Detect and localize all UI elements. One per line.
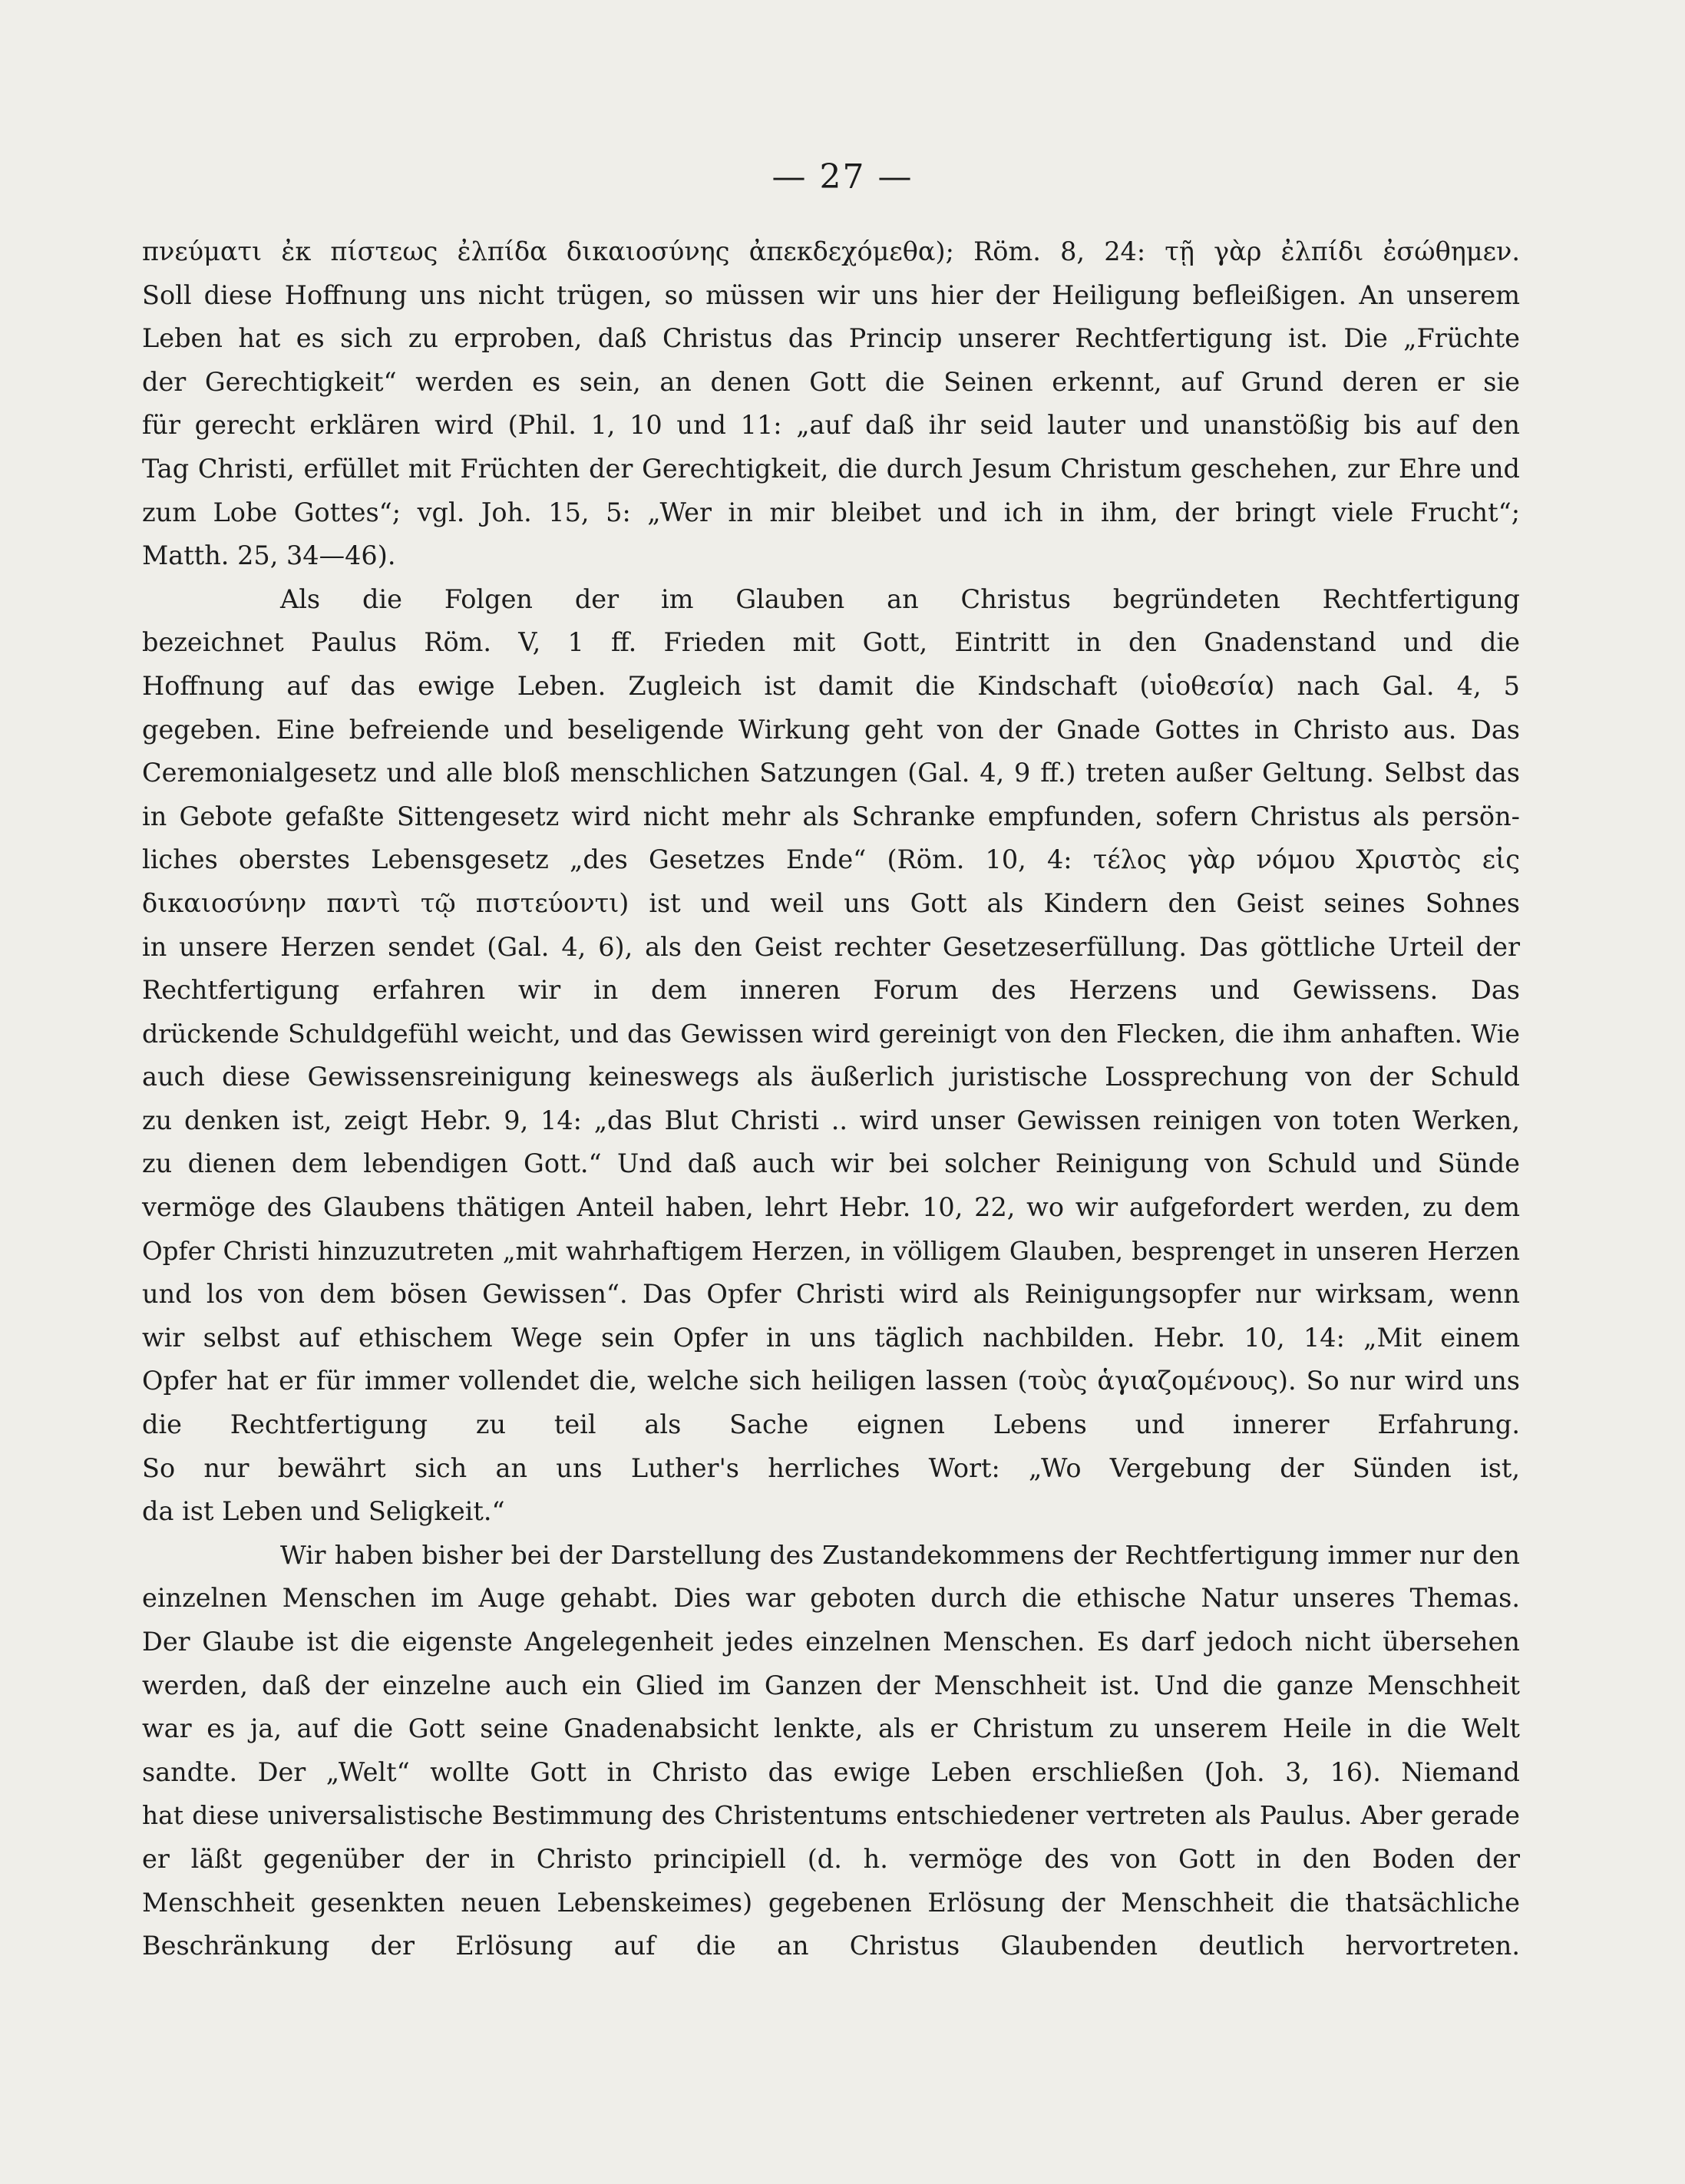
text-line: einzelnen Menschen im Auge gehabt. Dies war geboten durch die ethische Natur unseres Themas.: [142, 1583, 1520, 1614]
text-line: Opfer hat er für immer vollendet die, welche sich heiligen lassen (τοὺς ἁγιαζομένους). So nur wird uns: [142, 1366, 1520, 1396]
text-line: Wir haben bisher bei der Darstellung des Zustandekommens der Rechtfertigung immer nur den: [280, 1539, 1520, 1570]
text-line: hat diese universalistische Bestimmung des Christentums entschiedener vertreten als Paulus. Aber gerade: [142, 1800, 1520, 1831]
text-line: Rechtfertigung erfahren wir in dem inneren Forum des Herzens und Gewissens. Das: [142, 975, 1520, 1006]
text-line: Beschränkung der Erlösung auf die an Christus Glaubenden deutlich hervortreten.: [142, 1931, 1520, 1961]
text-line: Opfer Christi hinzuzutreten „mit wahrhaftigem Herzen, in völligem Glauben, besprenget in unseren Herzen: [142, 1236, 1520, 1266]
text-line: Leben hat es sich zu erproben, daß Christus das Princip unserer Rechtfertigung ist. Die „Früchte: [142, 323, 1520, 354]
text-line: war es ja, auf die Gott seine Gnadenabsicht lenkte, als er Christum zu unserem Heile in die Welt: [142, 1713, 1520, 1744]
text-line: er läßt gegenüber der in Christo principiell (d. h. vermöge des von Gott in den Boden der: [142, 1843, 1520, 1874]
text-line: bezeichnet Paulus Röm. V, 1 ff. Frieden mit Gott, Eintritt in den Gnadenstand und die: [142, 627, 1520, 658]
text-line: in unsere Herzen sendet (Gal. 4, 6), als den Geist rechter Gesetzeserfüllung. Das göttliche Urteil der: [142, 931, 1520, 962]
text-line: da ist Leben und Seligkeit.“: [142, 1496, 505, 1527]
page-number: — 27 —: [771, 157, 914, 197]
text-line: Als die Folgen der im Glauben an Christus begründeten Rechtfertigung: [280, 583, 1520, 614]
text-line: πνεύματι ἐκ πίστεως ἐλπίδα δικαιοσύνης ἀπεκδεχόμεθα); Röm. 8, 24: τῇ γὰρ ἐλπίδι ἐσώθημεν.: [142, 236, 1520, 266]
text-line: zum Lobe Gottes“; vgl. Joh. 15, 5: „Wer in mir bleibet und ich in ihm, der bringt viele Frucht“;: [142, 497, 1520, 527]
text-line: werden, daß der einzelne auch ein Glied im Ganzen der Menschheit ist. Und die ganze Menschheit: [142, 1670, 1520, 1700]
text-line: und los von dem bösen Gewissen“. Das Opfer Christi wird als Reinigungsopfer nur wirksam, wenn: [142, 1279, 1520, 1310]
text-line: zu dienen dem lebendigen Gott.“ Und daß auch wir bei solcher Reinigung von Schuld und Sünde: [142, 1148, 1520, 1179]
text-line: Soll diese Hoffnung uns nicht trügen, so müssen wir uns hier der Heiligung befleißigen. An unserem: [142, 279, 1520, 310]
text-line: sandte. Der „Welt“ wollte Gott in Christo das ewige Leben erschließen (Joh. 3, 16). Niemand: [142, 1756, 1520, 1787]
text-line: gegeben. Eine befreiende und beseligende Wirkung geht von der Gnade Gottes in Christo aus. Das: [142, 714, 1520, 745]
text-line: in Gebote gefaßte Sittengesetz wird nicht mehr als Schranke empfunden, sofern Christus als persön-: [142, 801, 1520, 831]
text-line: drückende Schuldgefühl weicht, und das Gewissen wird gereinigt von den Flecken, die ihm anhaften. Wie: [142, 1018, 1520, 1049]
text-line: δικαιοσύνην παντὶ τῷ πιστεύοντι) ist und weil uns Gott als Kindern den Geist seines Sohnes: [142, 887, 1520, 918]
text-line: Hoffnung auf das ewige Leben. Zugleich ist damit die Kindschaft (υἱοθεσία) nach Gal. 4, 5: [142, 670, 1520, 701]
text-line: für gerecht erklären wird (Phil. 1, 10 und 11: „auf daß ihr seid lauter und unanstößig bis auf den: [142, 410, 1520, 441]
text-line: Matth. 25, 34—46).: [142, 540, 396, 571]
text-line: der Gerechtigkeit“ werden es sein, an denen Gott die Seinen erkennt, auf Grund deren er sie: [142, 366, 1520, 397]
text-line: So nur bewährt sich an uns Luther's herrliches Wort: „Wo Vergebung der Sünden ist,: [142, 1452, 1520, 1483]
body-text: [142, 230, 1520, 1968]
text-line: liches oberstes Lebensgesetz „des Gesetzes Ende“ (Röm. 10, 4: τέλος γὰρ νόμου Χριστὸς εἰς: [142, 844, 1520, 875]
text-line: wir selbst auf ethischem Wege sein Opfer in uns täglich nachbilden. Hebr. 10, 14: „Mit einem: [142, 1322, 1520, 1353]
text-line: auch diese Gewissensreinigung keineswegs als äußerlich juristische Lossprechung von der Schuld: [142, 1062, 1520, 1092]
text-line: die Rechtfertigung zu teil als Sache eignen Lebens und innerer Erfahrung.: [142, 1409, 1520, 1440]
text-line: Tag Christi, erfüllet mit Früchten der Gerechtigkeit, die durch Jesum Christum geschehen, zur Ehre und: [142, 453, 1520, 484]
text-line: vermöge des Glaubens thätigen Anteil haben, lehrt Hebr. 10, 22, wo wir aufgefordert werden, zu dem: [142, 1192, 1520, 1223]
text-line: Ceremonialgesetz und alle bloß menschlichen Satzungen (Gal. 4, 9 ff.) treten außer Geltung. Selbst das: [142, 758, 1520, 788]
text-line: zu denken ist, zeigt Hebr. 9, 14: „das Blut Christi .. wird unser Gewissen reinigen von toten Werken,: [142, 1105, 1520, 1135]
text-line: Menschheit gesenkten neuen Lebenskeimes) gegebenen Erlösung der Menschheit die thatsächliche: [142, 1887, 1520, 1918]
text-line: Der Glaube ist die eigenste Angelegenheit jedes einzelnen Menschen. Es darf jedoch nicht übersehen: [142, 1627, 1520, 1657]
